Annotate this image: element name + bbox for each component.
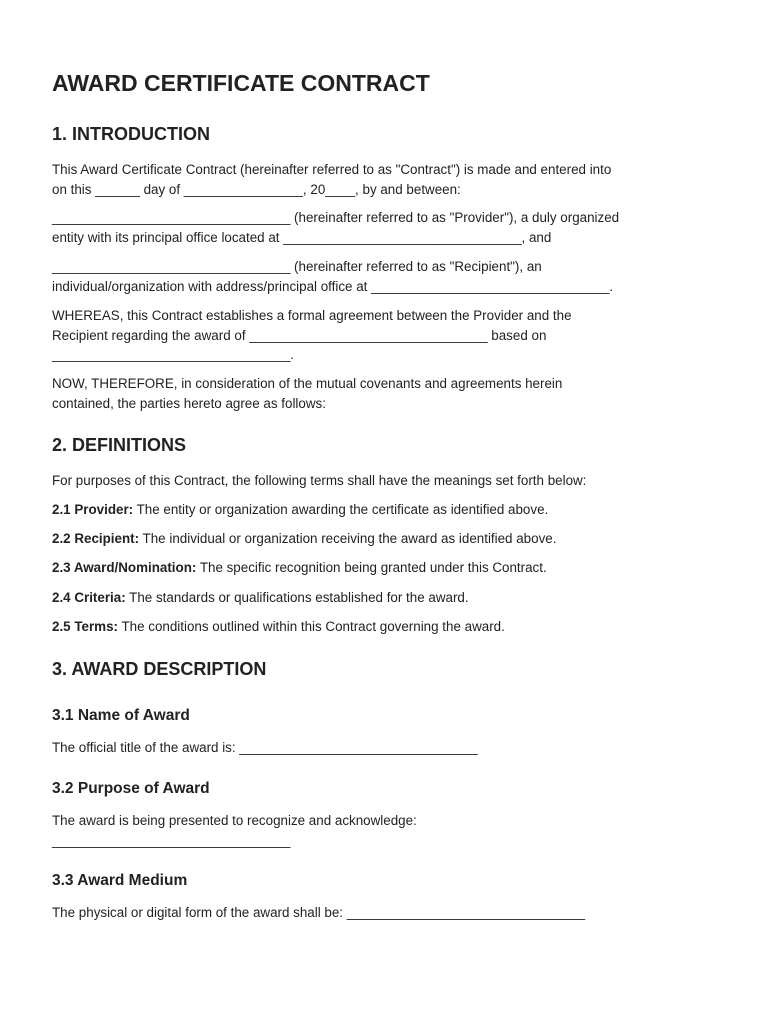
text-line — [52, 500, 720, 520]
definition-text: The standards or qualifications established for the award. — [125, 590, 469, 605]
definition-item-provider — [52, 500, 720, 520]
definition-term: 2.5 Terms: — [52, 619, 118, 634]
section-heading-award-description: 3. AWARD DESCRIPTION — [52, 659, 267, 679]
text-line: For purposes of this Contract, the following terms shall have the meanings set forth below: — [52, 473, 587, 488]
award-medium-paragraph — [52, 903, 720, 923]
subsection-heading-award-medium: 3.3 Award Medium — [52, 872, 188, 889]
text-line: ________________________________ (hereinafter referred to as "Provider"), a duly organized — [52, 210, 620, 225]
definition-term: 2.3 Award/Nomination: — [52, 560, 197, 575]
definition-text: The entity or organization awarding the certificate as identified above. — [133, 502, 549, 517]
definition-text: The specific recognition being granted under this Contract. — [196, 560, 547, 575]
section-heading-introduction: 1. INTRODUCTION — [52, 124, 211, 144]
text-line: This Award Certificate Contract (hereinafter referred to as "Contract") is made and entered into — [52, 162, 612, 177]
text-line: The physical or digital form of the award shall be: ________________________________ — [52, 905, 586, 920]
award-purpose-paragraph — [52, 811, 720, 850]
text-line: on this ______ day of ________________, 20____, by and between: — [52, 181, 461, 197]
intro-paragraph-therefore — [52, 374, 720, 413]
text-line: entity with its principal office located at ________________________________, and — [52, 229, 552, 245]
text-line: The award is being presented to recognize and acknowledge: — [52, 813, 417, 828]
definition-item-award — [52, 558, 720, 578]
text-line — [52, 617, 720, 637]
text-line: individual/organization with address/principal office at ________________________________. — [52, 278, 614, 294]
intro-paragraph-recipient — [52, 257, 720, 296]
subsection-heading-name-of-award: 3.1 Name of Award — [52, 707, 190, 724]
definition-term: 2.1 Provider: — [52, 502, 134, 517]
text-line: NOW, THEREFORE, in consideration of the mutual covenants and agreements herein — [52, 376, 563, 391]
definition-term: 2.4 Criteria: — [52, 590, 126, 605]
text-line: ________________________________ (hereinafter referred to as "Recipient"), an — [52, 259, 542, 274]
definition-text: The individual or organization receiving the award as identified above. — [139, 531, 557, 546]
text-line — [52, 588, 720, 608]
text-line: ________________________________ — [52, 832, 291, 848]
definition-item-terms — [52, 617, 720, 637]
subsection-heading-purpose-of-award: 3.2 Purpose of Award — [52, 780, 210, 797]
definition-term: 2.2 Recipient: — [52, 531, 140, 546]
text-line: Recipient regarding the award of ________________________________ based on — [52, 327, 547, 343]
intro-paragraph-provider — [52, 208, 720, 247]
text-line: The official title of the award is: ________________________________ — [52, 740, 478, 755]
intro-paragraph-whereas — [52, 306, 720, 365]
text-line: WHEREAS, this Contract establishes a formal agreement between the Provider and the — [52, 308, 572, 323]
text-line — [52, 529, 720, 549]
award-name-paragraph — [52, 738, 720, 758]
definition-item-recipient — [52, 529, 720, 549]
definition-item-criteria — [52, 588, 720, 608]
intro-paragraph-1 — [52, 160, 720, 199]
document-title: AWARD CERTIFICATE CONTRACT — [52, 70, 430, 96]
text-line: ________________________________. — [52, 347, 295, 362]
definitions-intro — [52, 471, 720, 491]
text-line — [52, 558, 720, 578]
definition-text: The conditions outlined within this Contract governing the award. — [118, 619, 505, 634]
text-line: contained, the parties hereto agree as follows: — [52, 395, 326, 411]
section-heading-definitions: 2. DEFINITIONS — [52, 435, 187, 455]
